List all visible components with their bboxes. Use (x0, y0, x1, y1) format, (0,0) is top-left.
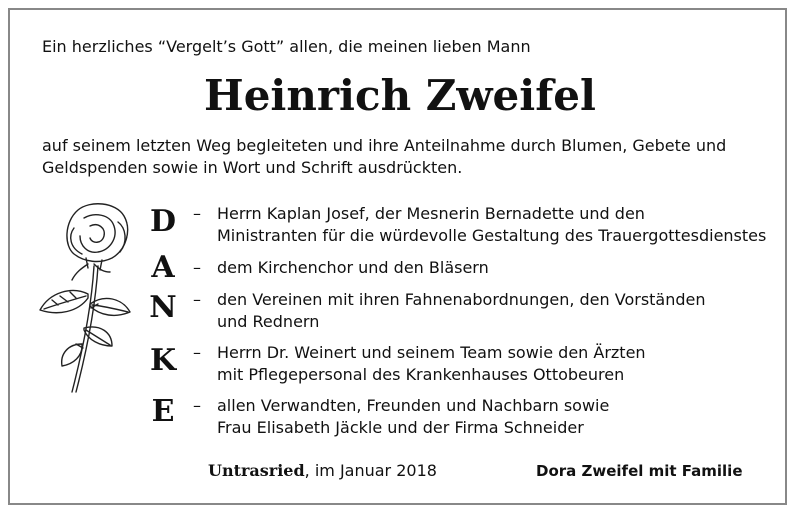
danke-text: allen Verwandten, Freunden und Nachbarn sowie Frau Elisabeth Jäckle und der Firma Schneider (217, 396, 610, 437)
danke-dash: – (193, 396, 201, 415)
date-text: , im Januar 2018 (304, 461, 437, 480)
danke-letter: N (149, 290, 177, 325)
deceased-name: Heinrich Zweifel (204, 71, 596, 120)
danke-letter: E (151, 394, 175, 429)
danke-letter: D (149, 204, 176, 239)
danke-dash: – (193, 258, 201, 277)
danke-letter: K (149, 343, 177, 378)
danke-text: Herrn Dr. Weinert und seinem Team sowie den Ärzten mit Pflegepersonal des Krankenhauses Ottobeuren (217, 343, 646, 384)
danke-dash: – (193, 343, 201, 362)
danke-dash: – (193, 204, 201, 223)
danke-text: dem Kirchenchor und den Bläsern (217, 258, 489, 277)
rose-drawing-icon (28, 198, 144, 398)
danke-text: den Vereinen mit ihren Fahnenabordnungen, den Vorständen und Rednern (217, 290, 706, 331)
intro-text: Ein herzliches “Vergelt’s Gott” allen, die meinen lieben Mann (42, 37, 531, 56)
danke-dash: – (193, 290, 201, 309)
danke-letter: A (151, 250, 175, 285)
body-text: auf seinem letzten Weg begleiteten und ihre Anteilnahme durch Blumen, Gebete und Geldspenden sowie in Wort und Schrift ausdrückten. (42, 136, 727, 177)
signature: Dora Zweifel mit Familie (536, 462, 743, 480)
place-name: Untrasried (208, 461, 305, 480)
place-date (208, 460, 437, 482)
danke-text: Herrn Kaplan Josef, der Mesnerin Bernadette und den Ministranten für die würdevolle Gestaltung des Trauergottesdienstes (217, 204, 767, 245)
